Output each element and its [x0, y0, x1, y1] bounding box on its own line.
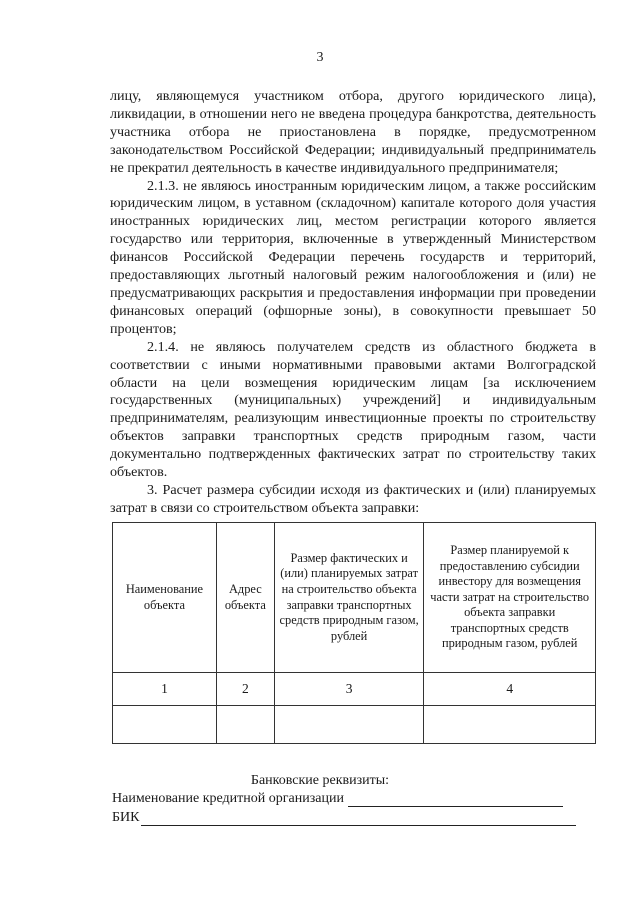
bank-bik-label: БИК — [112, 810, 140, 825]
paragraph-2-1-4: 2.1.4. не являюсь получателем средств из областного бюджета в соответствии с иными нормативными правовыми актами Волгоградской области на цели возмещения юридическим лицам [за исключением государственных (муниципальных) учреждений] и индивидуальным предпринимателям, реализующим инвестиционные проекты по строительству объектов заправки транспортных средств природным газом, части документально подтвержденных фактических затрат по строительству таких объектов. — [110, 338, 596, 481]
bank-bik-line — [112, 810, 576, 826]
bank-details-title: Банковские реквизиты: — [250, 773, 390, 788]
header-object-address: Адрес объекта — [216, 523, 274, 673]
table-cell — [113, 706, 217, 744]
bank-bik-blank — [141, 811, 576, 826]
table-row — [113, 673, 596, 706]
page-number: 3 — [316, 50, 324, 65]
table-cell — [216, 706, 274, 744]
subsidy-calculation-table — [112, 522, 596, 744]
column-number: 1 — [113, 673, 217, 706]
column-number: 3 — [274, 673, 424, 706]
header-object-name: Наименование объекта — [113, 523, 217, 673]
table-cell — [424, 706, 596, 744]
table-row — [113, 706, 596, 744]
paragraph-continuation: лицу, являющемуся участником отбора, другого юридического лица), ликвидации, в отношении него не введена процедура банкротства, деятельность участника отбора не приостановлена в порядке, предусмотренном законодательством Российской Федерации; индивидуальный предприниматель не прекратил деятельность в качестве индивидуального предпринимателя; — [110, 88, 596, 176]
paragraph-3: 3. Расчет размера субсидии исходя из фактических и (или) планируемых затрат в связи со строительством объекта заправки: — [110, 481, 596, 516]
bank-org-blank — [348, 792, 563, 807]
header-planned-subsidy: Размер планируемой к предоставлению субсидии инвестору для возмещения части затрат на строительство объекта заправки транспортных средств природным газом, рублей — [424, 523, 596, 673]
table-cell — [274, 706, 424, 744]
paragraph-2-1-3: 2.1.3. не являюсь иностранным юридическим лицом, а также российским юридическим лицом, в уставном (складочном) капитале которого доля участия иностранных юридических лиц, местом регистрации которого является государство или территория, включенные в утвержденный Министерством финансов Российской Федерации перечень государств и территорий, предоставляющих льготный налоговый режим налогообложения и (или) не предусматривающих раскрытия и предоставления информации при проведении финансовых операций (офшорные зоны), в совокупности превышает 50 процентов; — [110, 177, 596, 337]
bank-org-line — [112, 791, 563, 807]
table-header-row — [113, 523, 596, 673]
column-number: 4 — [424, 673, 596, 706]
column-number: 2 — [216, 673, 274, 706]
document-body — [110, 88, 596, 518]
header-actual-costs: Размер фактических и (или) планируемых затрат на строительство объекта заправки транспортных средств природным газом, рублей — [274, 523, 424, 673]
bank-org-label: Наименование кредитной организации — [112, 791, 344, 806]
